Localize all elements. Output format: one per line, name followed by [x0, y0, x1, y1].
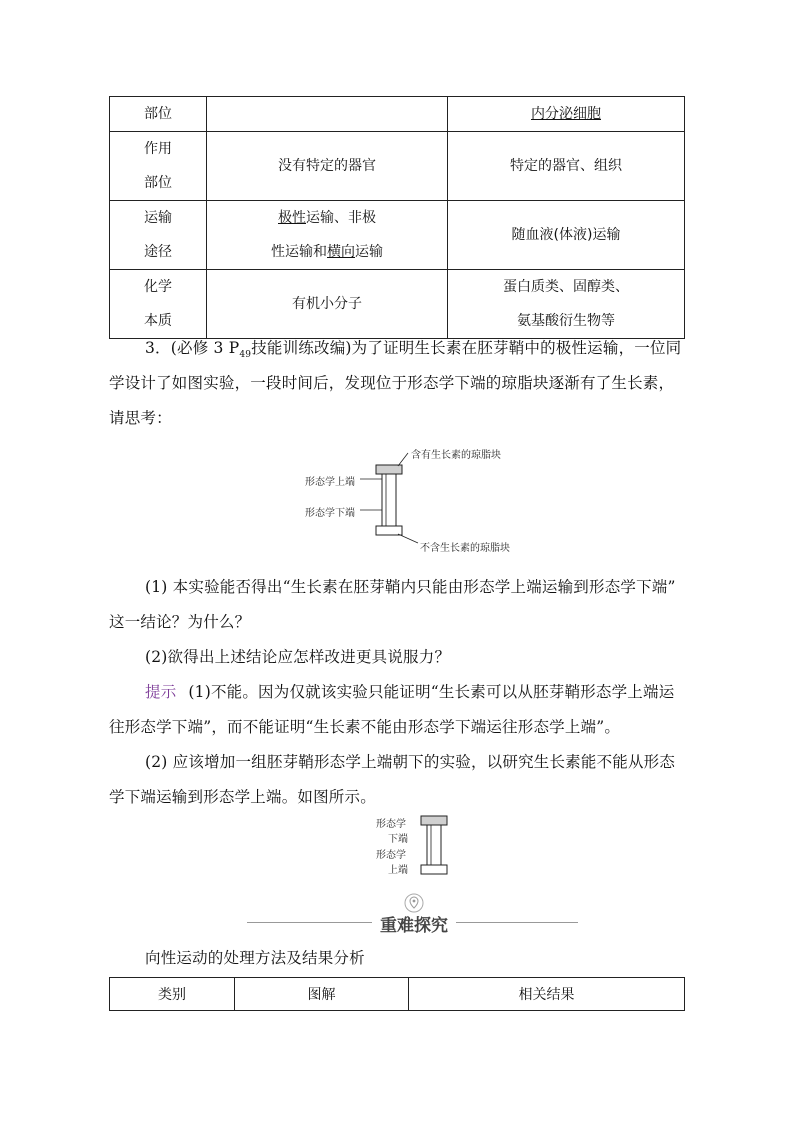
cell-text: 运输: [355, 244, 383, 260]
answer-1: [109, 675, 687, 710]
table-cell: [448, 97, 685, 132]
column-header: 相关结果: [409, 978, 685, 1011]
hint-label: 提示: [145, 683, 177, 701]
table-header-row: [110, 978, 685, 1011]
figure-label: 下端: [388, 834, 408, 845]
row-label-line: 部位: [144, 175, 172, 191]
page-subscript: 49: [239, 350, 252, 361]
row-label: [110, 201, 207, 270]
figure-label: 不含生长素的琼脂块: [420, 543, 510, 554]
comparison-table: [109, 96, 685, 339]
divider: [247, 922, 372, 923]
row-label-line: 化学: [144, 279, 172, 295]
section-title: 重难探究: [380, 916, 448, 936]
row-label-line: 运输: [144, 210, 172, 226]
answer-2: (2) 应该增加一组胚芽鞘形态学上端朝下的实验，以研究生长素能不能从形态: [145, 753, 676, 771]
figure-label: 形态学: [376, 850, 406, 861]
row-label: [110, 132, 207, 201]
column-header: 图解: [235, 978, 409, 1011]
cell-line: 蛋白质类、固醇类、: [503, 279, 629, 295]
sub-question-1: (1) 本实验能否得出“生长素在胚芽鞘内只能由形态学上端运输到形态学下端”: [145, 578, 676, 596]
cell-text: 运输、非极: [306, 210, 376, 226]
figure-label: 形态学: [376, 819, 406, 830]
row-label-line: 作用: [144, 141, 172, 157]
table-row: [110, 132, 685, 201]
answer-text: 学下端运输到形态学上端。如图所示。: [109, 788, 376, 806]
agar-block-bottom: [421, 865, 447, 874]
figure-label: 上端: [388, 865, 408, 876]
question-number: 3．(必修 3 P: [145, 339, 240, 357]
table-cell: [207, 201, 448, 270]
question-text: 请思考：: [109, 409, 172, 427]
agar-block-bottom: [376, 526, 402, 535]
cell-line: [207, 201, 447, 235]
subsection-title: 向性运动的处理方法及结果分析: [145, 949, 365, 967]
table-cell: [448, 270, 685, 339]
table-row: [110, 97, 685, 132]
table-cell: 有机小分子: [207, 270, 448, 339]
inverted-coleoptile-diagram: [410, 810, 460, 880]
table-row: [110, 270, 685, 339]
cell-line: [207, 235, 447, 269]
row-label-line: 途径: [144, 244, 172, 260]
question-text: 学设计了如图实验，一段时间后，发现位于形态学下端的琼脂块逐渐有了生长素，: [109, 374, 675, 392]
column-header: 类别: [110, 978, 235, 1011]
table-cell: [207, 97, 448, 132]
figure-label: 形态学下端: [305, 508, 355, 519]
coleoptile-segment: [427, 825, 441, 865]
sub-question-1: 这一结论？为什么？: [109, 613, 251, 631]
underlined-term: 横向: [327, 244, 355, 260]
table-row: [110, 201, 685, 270]
answer-text: 往形态学下端”，而不能证明“生长素不能由形态学下端运往形态学上端”。: [109, 718, 621, 736]
row-label: [110, 270, 207, 339]
table-cell: 没有特定的器官: [207, 132, 448, 201]
agar-block-top: [376, 465, 402, 474]
answer-text: (1)不能。因为仅就该实验只能证明“生长素可以从胚芽鞘形态学上端运: [188, 683, 675, 701]
underlined-term: 极性: [278, 210, 306, 226]
row-label: 部位: [110, 97, 207, 132]
table-cell: 特定的器官、组织: [448, 132, 685, 201]
cell-line: 氨基酸衍生物等: [517, 313, 615, 329]
agar-block-top: [421, 816, 447, 825]
figure-label: 含有生长素的琼脂块: [411, 450, 501, 461]
sub-question-2: (2)欲得出上述结论应怎样改进更具说服力？: [145, 648, 451, 666]
divider: [456, 922, 578, 923]
figure-label: 形态学上端: [305, 477, 355, 488]
coleoptile-segment: [382, 474, 396, 526]
analysis-table: [109, 977, 685, 1011]
row-label-line: 本质: [144, 313, 172, 329]
question-text: 技能训练改编)为了证明生长素在胚芽鞘中的极性运输，一位同: [251, 339, 682, 357]
cell-text: 性运输和: [271, 244, 327, 260]
underlined-term: 内分泌细胞: [531, 106, 601, 122]
table-cell: 随血液(体液)运输: [448, 201, 685, 270]
